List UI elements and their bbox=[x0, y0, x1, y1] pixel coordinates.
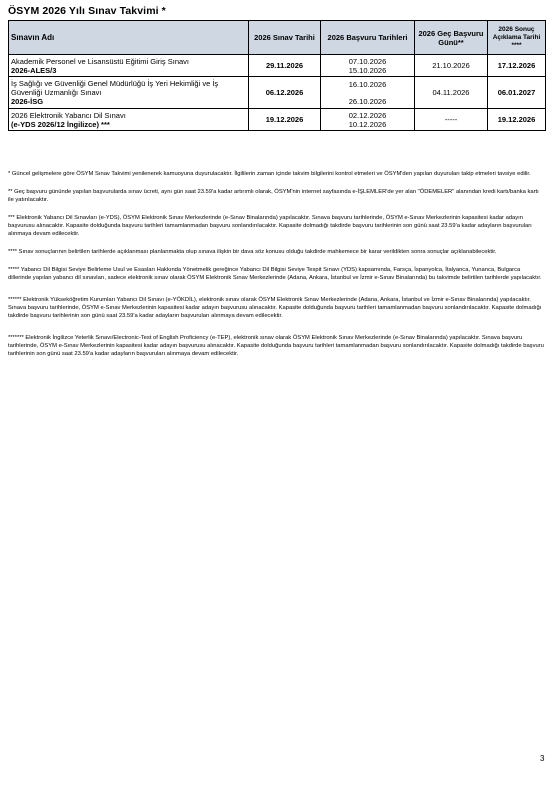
footnote: **** Sınav sonuçlarının belirtilen tarihlerde açıklanması planlanmakta olup sınava ilişkin bir dava söz konusu olduğu takdirde mahkemece bir karar verildikten sonra sonuçlar açıklanabilecektir. bbox=[8, 249, 497, 255]
footnote: ** Geç başvuru gününde yapılan başvurularda sınav ücreti, aynı gün saat 23.59'a kadar artırımlı olarak, ÖSYM'nin internet sayfasında e-İŞLEMLER'de yer alan "ÖDEMELER" alanından kredi kartı/banka kartı ile yatırılacaktır. bbox=[8, 189, 539, 203]
header-results-date: 2026 Sonuç Açıklama Tarihi **** bbox=[488, 21, 546, 55]
header-exam-name: Sınavın Adı bbox=[9, 21, 249, 55]
exam-code: (e-YDS 2026/12 İngilizce) *** bbox=[11, 119, 110, 129]
exam-date: 06.12.2026 bbox=[249, 77, 321, 109]
header-late-application: 2026 Geç Başvuru Günü** bbox=[415, 21, 488, 55]
exam-name-cell bbox=[9, 109, 249, 131]
exam-name-cell bbox=[9, 77, 249, 109]
exam-date: 19.12.2026 bbox=[249, 109, 321, 131]
table-row bbox=[9, 109, 546, 131]
footnote: ******* Elektronik İngilizce Yeterlik Sınavı/Electronic-Test of English Proficiency (e-TEP), elektronik sınav olarak ÖSYM Elektronik Sınav Merkezlerinde (e-Sınav Binalarında) yapılacaktır. Sınava başvuru tarihlerinde, ÖSYM e-Sınav Merkezlerinin kapasitesi kadar adayın başvurusu alınacaktır. Kapasite dolduğunda başvuru tarihleri tamamlanmadan başvuru sonlandırılacaktır. Kapasite dolmadığı takdirde başvuru tarihlerinin son günü saat 23.59'a kadar adayların başvuruları alınmaya devam edilecektir. bbox=[8, 335, 544, 357]
exam-name: Akademik Personel ve Lisansüstü Eğitimi Giriş Sınavı bbox=[11, 56, 189, 66]
header-exam-date: 2026 Sınav Tarihi bbox=[249, 21, 321, 55]
table-row bbox=[9, 55, 546, 77]
exam-name: 2026 Elektronik Yabancı Dil Sınavı bbox=[11, 110, 126, 120]
exam-date: 29.11.2026 bbox=[249, 55, 321, 77]
footnote: * Güncel gelişmelere göre ÖSYM Sınav Takvimi yenilenerek kamuoyuna duyurulacaktır. İlgililerin zaman içinde takvim bilgilerini kontrol etmeleri ve ÖSYM'den yapılan duyuruları takip etmeleri tavsiye edilir. bbox=[8, 171, 531, 177]
exam-code: 2026-İSG bbox=[11, 97, 44, 106]
exam-name: İş Sağlığı ve Güvenliği Genel Müdürlüğü İş Yeri Hekimliği ve İş Güvenliği Uzmanlığı Sınavı bbox=[11, 79, 219, 97]
application-dates bbox=[321, 77, 415, 109]
page-title: ÖSYM 2026 Yılı Sınav Takvimi * bbox=[8, 5, 166, 17]
table-row bbox=[9, 77, 546, 109]
header-application-dates: 2026 Başvuru Tarihleri bbox=[321, 21, 415, 55]
exam-code: 2026-ALES/3 bbox=[11, 65, 57, 75]
footnote: ***** Yabancı Dil Bilgisi Seviye Belirleme Usul ve Esasları Hakkında Yönetmelik gereğince Yabancı Dil Bilgisi Seviye Tespit Sınavı (YDS) kapsamında, Farsça, İspanyolca, İtalyanca, Yunanca, Bulgarca dillerinde yapılan yabancı dil sınavları, sadece elektronik sınav olarak ÖSYM Elektronik Sınav Merkezlerinde (Adana, Ankara, İstanbul ve İzmir e-Sınav Binalarında) bu takvimde belirtilen tarihlerde yapılacaktır. bbox=[8, 267, 542, 281]
late-application-date: 04.11.2026 bbox=[415, 77, 488, 109]
exam-schedule-table bbox=[8, 20, 546, 131]
results-date: 19.12.2026 bbox=[488, 109, 546, 131]
late-application-date: ----- bbox=[415, 109, 488, 131]
application-start: 02.12.2026 bbox=[348, 110, 387, 120]
footnote: ****** Elektronik Yükseköğretim Kurumları Yabancı Dil Sınavı (e-YÖKDİL), elektronik sınav olarak ÖSYM Elektronik Sınav Merkezlerinde (Adana, Ankara, İstanbul ve İzmir e-Sınav Binalarında) yapılacaktır. Sınava başvuru tarihlerinde, ÖSYM e-Sınav Merkezlerinin kapasitesi kadar adayın başvurusu alınacaktır. Kapasite dolduğunda başvuru tarihleri tamamlanmadan başvuru sonlandırılacaktır. Kapasite dolmadığı takdirde başvuru tarihlerinin son günü saat 23.59'a kadar adayların başvuruları alınmaya devam edilecektir. bbox=[8, 297, 542, 319]
application-dates bbox=[321, 55, 415, 77]
late-application-date: 21.10.2026 bbox=[415, 55, 488, 77]
footnotes bbox=[8, 170, 545, 368]
footnote: *** Elektronik Yabancı Dil Sınavları (e-YDS), ÖSYM Elektronik Sınav Merkezlerinde (e-Sınav Binalarında) yapılacaktır. Sınava başvuru tarihlerinde, ÖSYM e-Sınav Merkezlerinin kapasitesi kadar adayın başvurusu alınacaktır. Kapasite dolduğunda başvuru tarihleri tamamlanmadan başvuru sonlandırılacaktır. Kapasite dolmadığı takdirde başvuru tarihlerinin son günü saat 23.59'a kadar adayların başvuruları alınmaya devam edilecektir. bbox=[8, 215, 532, 237]
table-header-row bbox=[9, 21, 546, 55]
application-start: 07.10.2026 bbox=[348, 56, 387, 66]
application-start: 16.10.2026 bbox=[348, 79, 387, 89]
results-date: 17.12.2026 bbox=[488, 55, 546, 77]
page-number: 3 bbox=[540, 754, 545, 763]
application-end: 10.12.2026 bbox=[348, 119, 387, 129]
exam-name-cell bbox=[9, 55, 249, 77]
results-date: 06.01.2027 bbox=[488, 77, 546, 109]
application-dates bbox=[321, 109, 415, 131]
application-end: 15.10.2026 bbox=[348, 65, 387, 75]
application-end: 26.10.2026 bbox=[348, 96, 387, 106]
